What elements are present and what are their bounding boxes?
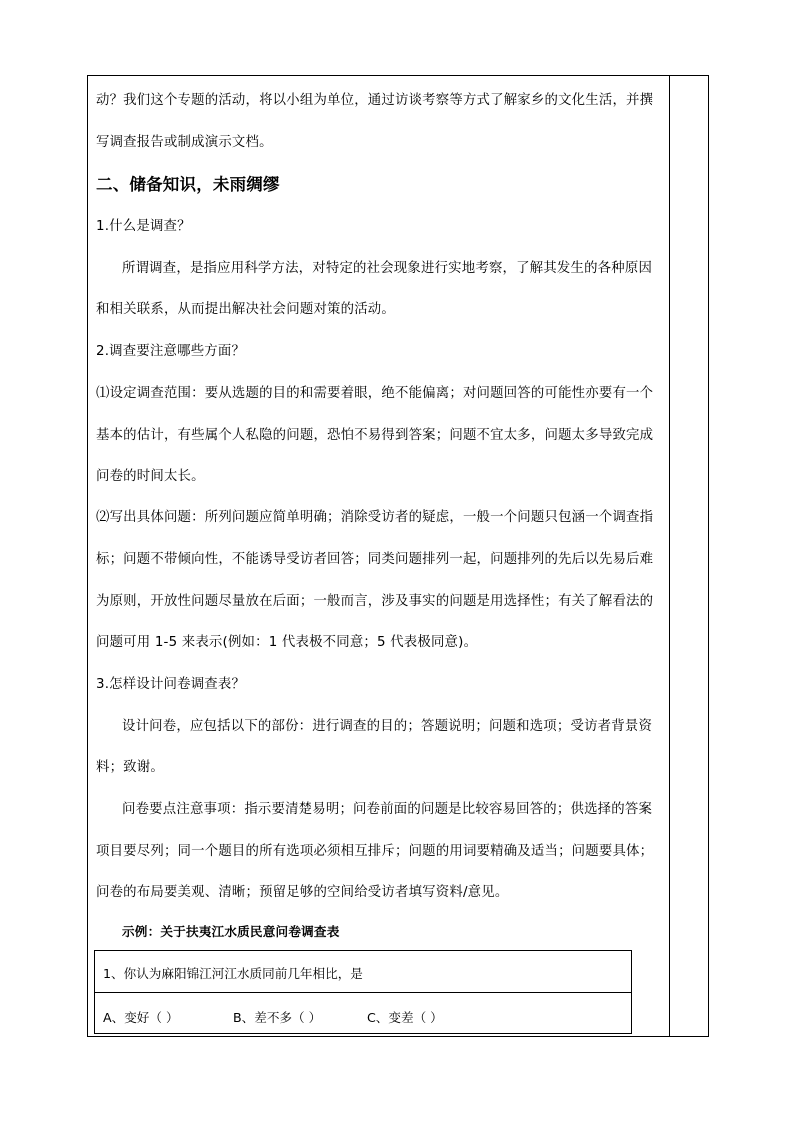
side-column-cell (669, 75, 709, 1037)
option-a: A、变好（ ） (103, 1010, 179, 1025)
paragraph-line: 项目要尽列；同一个题目的所有选项必须相互排斥；问题的用词要精确及适当；问题要具体； (96, 844, 654, 859)
paragraph-line: 料；致谢。 (96, 760, 164, 775)
questionnaire-table (94, 950, 632, 1034)
example-title: 示例：关于扶夷江水质民意问卷调查表 (122, 924, 340, 939)
section-heading: 二、储备知识，未雨绸缪 (96, 175, 280, 194)
paragraph-line: 写调查报告或制成演示文档。 (96, 135, 273, 150)
paragraph-line: ⑴设定调查范围：要从选题的目的和需要着眼，绝不能偏离；对问题回答的可能性亦要有一个 (96, 386, 654, 401)
paragraph-line: 问题可用 1-5 来表示(例如：1 代表极不同意；5 代表极同意)。 (96, 635, 478, 650)
question-row (95, 951, 631, 993)
paragraph-line: 所谓调查，是指应用科学方法，对特定的社会现象进行实地考察，了解其发生的各种原因 (122, 261, 653, 276)
options-row (95, 993, 631, 1035)
paragraph-line: 设计问卷，应包括以下的部份：进行调查的目的；答题说明；问题和选项；受访者背景资 (122, 719, 653, 734)
paragraph-line: 标；问题不带倾向性，不能诱导受访者回答；同类问题排列一起，问题排列的先后以先易后难 (96, 552, 654, 567)
option-c: C、变差（ ） (367, 1010, 443, 1025)
option-b: B、差不多（ ） (233, 1010, 322, 1025)
paragraph-line: ⑵写出具体问题：所列问题应简单明确；消除受访者的疑虑，一般一个问题只包涵一个调查指 (96, 510, 654, 525)
paragraph-line: 和相关联系，从而提出解决社会问题对策的活动。 (96, 302, 395, 317)
question-heading-1: 1.什么是调查？ (96, 219, 191, 234)
question-text: 1、你认为麻阳锦江河江水质同前几年相比，是 (103, 966, 363, 981)
paragraph-line: 动？我们这个专题的活动，将以小组为单位，通过访谈考察等方式了解家乡的文化生活，并撰 (96, 93, 654, 108)
question-heading-3: 3.怎样设计问卷调查表？ (96, 677, 246, 692)
paragraph-line: 问卷的布局要美观、清晰；预留足够的空间给受访者填写资料/意见。 (96, 885, 509, 900)
paragraph-line: 基本的估计，有些属个人私隐的问题，恐怕不易得到答案；问题不宜太多，问题太多导致完成 (96, 428, 654, 443)
question-heading-2: 2.调查要注意哪些方面？ (96, 344, 246, 359)
paragraph-line: 为原则，开放性问题尽量放在后面；一般而言，涉及事实的问题是用选择性；有关了解看法的 (96, 594, 654, 609)
paragraph-line: 问卷要点注意事项：指示要清楚易明；问卷前面的问题是比较容易回答的；供选择的答案 (122, 802, 653, 817)
paragraph-line: 问卷的时间太长。 (96, 469, 205, 484)
